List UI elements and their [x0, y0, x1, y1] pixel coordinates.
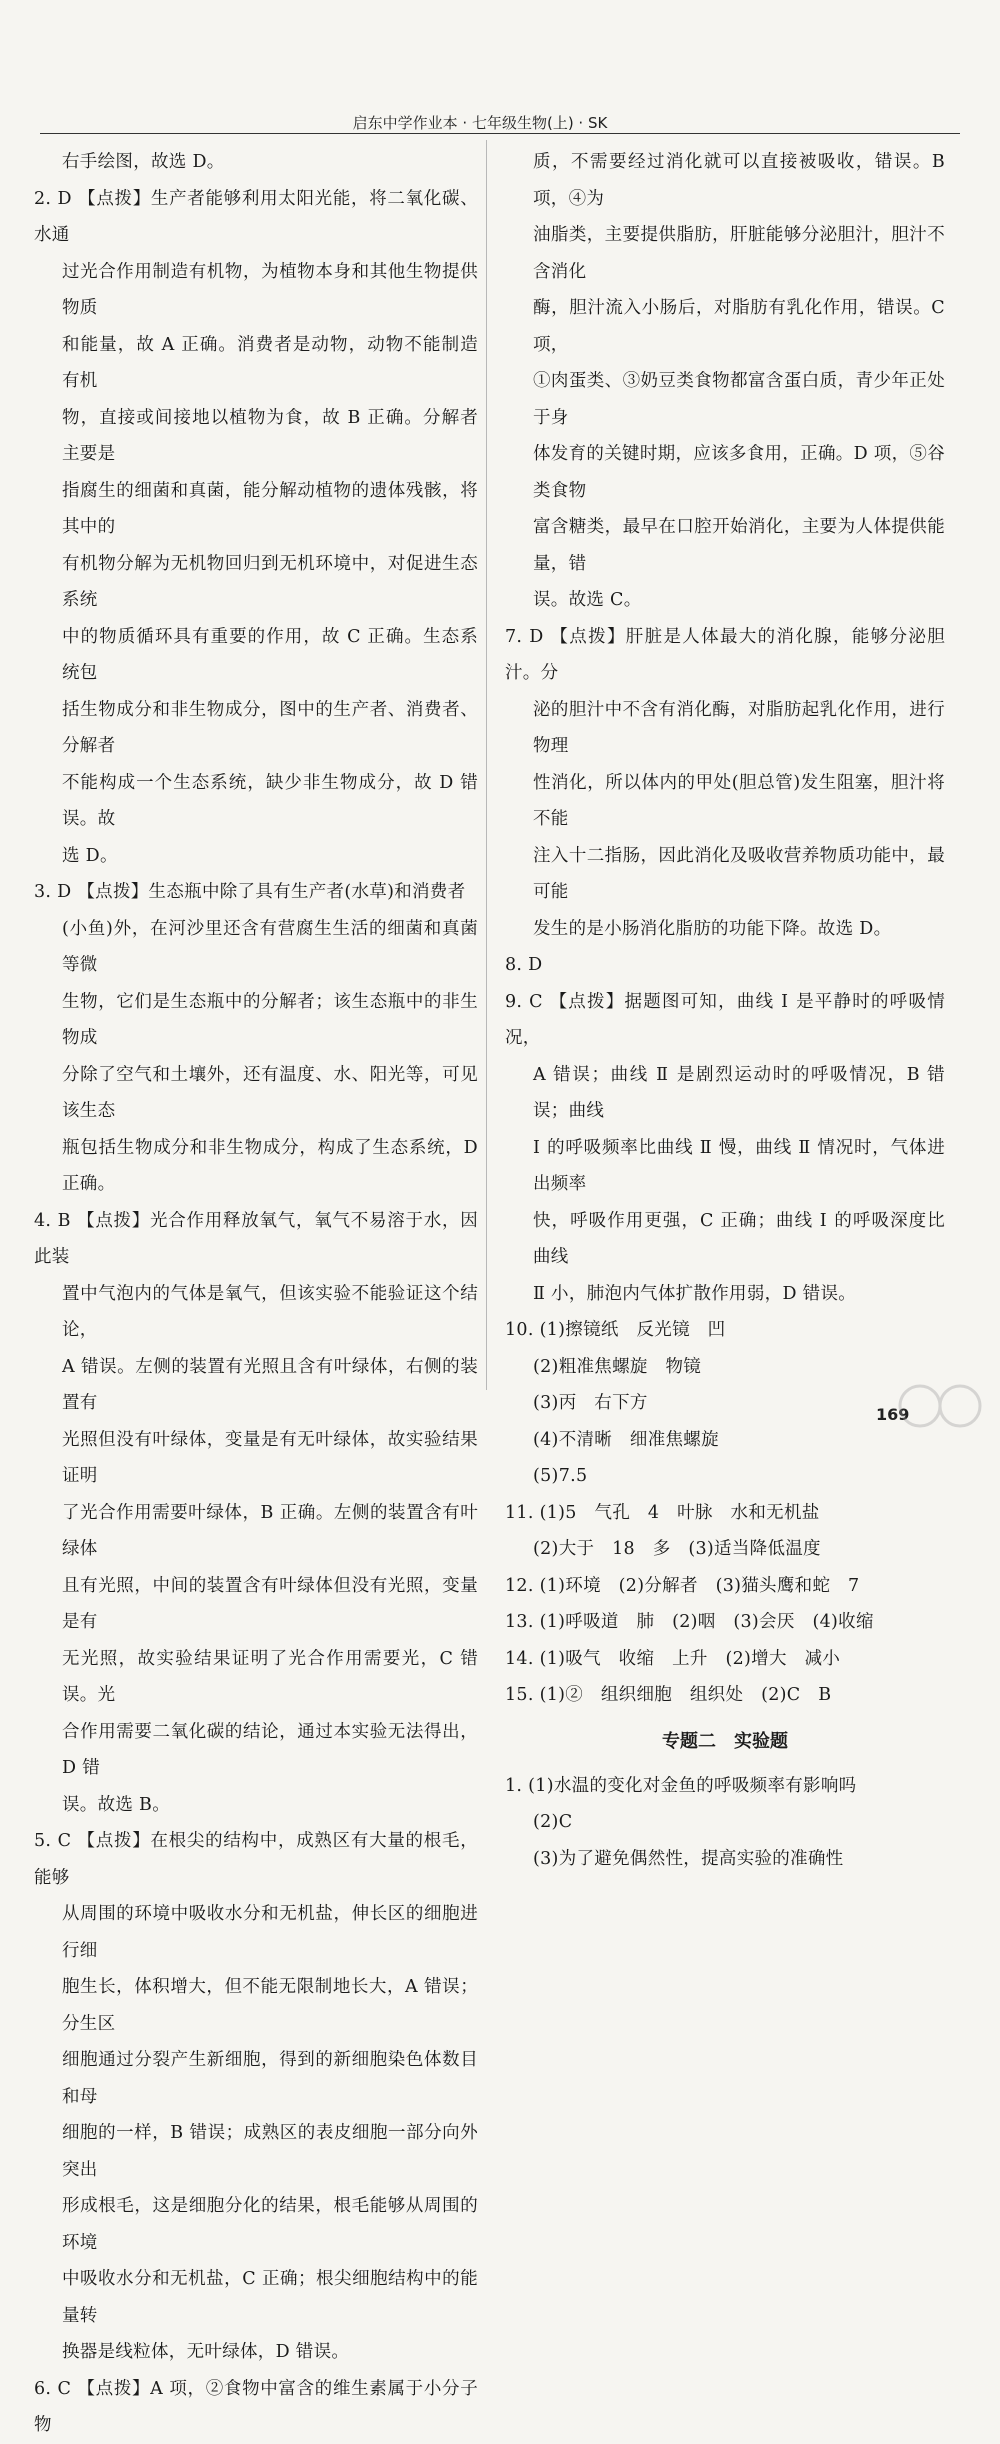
answer-text-line: Ⅰ 的呼吸频率比曲线 Ⅱ 慢，曲线 Ⅱ 情况时，气体进出频率	[533, 1137, 945, 1194]
answer-text-line: 分除了空气和土壤外，还有温度、水、阳光等，可见该生态	[62, 1064, 478, 1121]
answer-text-line: 泌的胆汁中不含有消化酶，对脂肪起乳化作用，进行物理	[533, 699, 945, 756]
section-title: 专题二 实验题	[662, 1730, 788, 1752]
running-header: 启东中学作业本 · 七年级生物(上) · SK	[352, 114, 608, 132]
answer-text-line: (5)7.5	[533, 1466, 588, 1486]
answer-text-line: 瓶包括生物成分和非生物成分，构成了生态系统，D 正确。	[62, 1137, 478, 1194]
answer-text-line: 置中气泡内的气体是氧气，但该实验不能验证这个结论，	[62, 1283, 478, 1340]
answer-text-line: 性消化，所以体内的甲处(胆总管)发生阻塞，胆汁将不能	[533, 772, 945, 829]
answer-item-line: 5. C 【点拨】在根尖的结构中，成熟区有大量的根毛，能够	[34, 1831, 478, 1888]
answer-item-line: 3. D 【点拨】生态瓶中除了具有生产者(水草)和消费者	[34, 882, 466, 902]
answer-item-line: 15. (1)② 组织细胞 组织处 (2)C B	[505, 1685, 832, 1705]
answer-item-line: 1. (1)水温的变化对金鱼的呼吸频率有影响吗	[505, 1775, 857, 1796]
answer-text-line: 括生物成分和非生物成分，图中的生产者、消费者、分解者	[62, 699, 478, 756]
answer-text-line: 有机物分解为无机物回归到无机环境中，对促进生态系统	[62, 553, 478, 610]
answer-item-line: 2. D 【点拨】生产者能够利用太阳光能，将二氧化碳、水通	[34, 188, 478, 245]
answer-item-line: 9. C 【点拨】据题图可知，曲线 Ⅰ 是平静时的呼吸情况，	[505, 991, 945, 1048]
answer-text-line: 形成根毛，这是细胞分化的结果，根毛能够从周围的环境	[62, 2196, 478, 2253]
answer-text-line: 选 D。	[62, 845, 118, 866]
answer-text-line: (3)丙 右下方	[533, 1393, 648, 1413]
answer-text-line: 误。故选 C。	[533, 590, 642, 610]
answer-text-line: (2)大于 18 多 (3)适当降低温度	[533, 1539, 821, 1559]
answer-text-line: 富含糖类，最早在口腔开始消化，主要为人体提供能量，错	[533, 517, 945, 574]
answer-text-line: 和能量，故 A 正确。消费者是动物，动物不能制造有机	[62, 334, 478, 391]
answer-text-line: (3)为了避免偶然性，提高实验的准确性	[533, 1848, 844, 1869]
answer-text-line: 体发育的关键时期，应该多食用，正确。D 项，⑤谷类食物	[533, 444, 945, 501]
answer-item-line: 8. D	[505, 955, 543, 975]
answer-text-line: (4)不清晰 细准焦螺旋	[533, 1429, 719, 1450]
answer-text-line: A 错误；曲线 Ⅱ 是剧烈运动时的呼吸情况，B 错误；曲线	[533, 1064, 945, 1121]
answer-text-line: 过光合作用制造有机物，为植物本身和其他生物提供物质	[62, 261, 478, 318]
answer-text-line: 细胞通过分裂产生新细胞，得到的新细胞染色体数目和母	[62, 2050, 478, 2107]
answer-text-line: 了光合作用需要叶绿体，B 正确。左侧的装置含有叶绿体	[62, 1502, 478, 1559]
answer-item-line: 14. (1)吸气 收缩 上升 (2)增大 减小	[505, 1648, 841, 1669]
answer-text-line: 注入十二指肠，因此消化及吸收营养物质功能中，最可能	[533, 845, 945, 902]
answer-text-line: 生物，它们是生态瓶中的分解者；该生态瓶中的非生物成	[62, 991, 478, 1048]
answer-text-line: Ⅱ 小，肺泡内气体扩散作用弱，D 错误。	[533, 1283, 857, 1304]
answer-text-line: 中的物质循环具有重要的作用，故 C 正确。生态系统包	[62, 626, 478, 683]
answer-text-line: 从周围的环境中吸收水分和无机盐，伸长区的细胞进行细	[62, 1904, 478, 1961]
answer-text-line: 且有光照，中间的装置含有叶绿体但没有光照，变量是有	[62, 1575, 478, 1632]
answer-text-line: ①肉蛋类、③奶豆类食物都富含蛋白质，青少年正处于身	[533, 371, 945, 428]
answer-item-line: 12. (1)环境 (2)分解者 (3)猫头鹰和蛇 7	[505, 1575, 860, 1596]
answer-text-line: 不能构成一个生态系统，缺少非生物成分，故 D 错误。故	[62, 772, 478, 829]
answer-item-line: 6. C 【点拨】A 项，②食物中富含的维生素属于小分子物	[34, 2378, 478, 2435]
answer-text-line: 快，呼吸作用更强，C 正确；曲线 Ⅰ 的呼吸深度比曲线	[533, 1210, 945, 1267]
answer-text-line: 胞生长，体积增大，但不能无限制地长大，A 错误；分生区	[62, 1977, 478, 2034]
answer-text-line: 换器是线粒体，无叶绿体，D 错误。	[62, 2342, 350, 2362]
answer-text-line: 无光照，故实验结果证明了光合作用需要光，C 错误。光	[62, 1648, 478, 1705]
page-edge-shadow	[0, 0, 14, 1451]
answer-item-line: 7. D 【点拨】肝脏是人体最大的消化腺，能够分泌胆汁。分	[505, 626, 945, 683]
answer-text-line: 细胞的一样，B 错误；成熟区的表皮细胞一部分向外突出	[62, 2123, 478, 2180]
answer-text-line: (2)C	[533, 1812, 573, 1832]
answer-item-line: 4. B 【点拨】光合作用释放氧气，氧气不易溶于水，因此装	[34, 1210, 478, 1267]
answer-item-line: 11. (1)5 气孔 4 叶脉 水和无机盐	[505, 1502, 820, 1523]
answer-text-line: 物，直接或间接地以植物为食，故 B 正确。分解者主要是	[62, 407, 478, 464]
watermark-logo	[880, 1380, 990, 1444]
answer-text-line: A 错误。左侧的装置有光照且含有叶绿体，右侧的装置有	[62, 1356, 478, 1413]
answer-text-line: 中吸收水分和无机盐，C 正确；根尖细胞结构中的能量转	[62, 2269, 478, 2326]
answer-text-line: 光照但没有叶绿体，变量是有无叶绿体，故实验结果证明	[62, 1429, 478, 1486]
left-column	[34, 144, 478, 2444]
header-rule	[40, 133, 960, 134]
answer-text-line: 油脂类，主要提供脂肪，肝脏能够分泌胆汁，胆汁不含消化	[533, 225, 945, 282]
answer-text-line: 误。故选 B。	[62, 1794, 171, 1815]
answer-item-line: 10. (1)擦镜纸 反光镜 凹	[505, 1320, 726, 1340]
answer-item-line: 13. (1)呼吸道 肺 (2)咽 (3)会厌 (4)收缩	[505, 1612, 874, 1632]
answer-text-line: (小鱼)外，在河沙里还含有营腐生生活的细菌和真菌等微	[62, 918, 478, 975]
answer-text-line: 酶，胆汁流入小肠后，对脂肪有乳化作用，错误。C 项，	[533, 298, 945, 355]
column-divider	[486, 140, 487, 1390]
answer-text-line: 指腐生的细菌和真菌，能分解动植物的遗体残骸，将其中的	[62, 480, 478, 537]
answer-text-line: 质，不需要经过消化就可以直接被吸收，错误。B 项，④为	[533, 152, 945, 209]
page-number: 169	[876, 1405, 910, 1424]
answer-text-line: (2)粗准焦螺旋 物镜	[533, 1356, 702, 1377]
answer-text-line: 合作用需要二氧化碳的结论，通过本实验无法得出，D 错	[62, 1721, 478, 1778]
answer-text-line: 右手绘图，故选 D。	[62, 152, 225, 172]
answer-text-line: 发生的是小肠消化脂肪的功能下降。故选 D。	[533, 918, 892, 939]
right-column	[505, 144, 945, 1877]
